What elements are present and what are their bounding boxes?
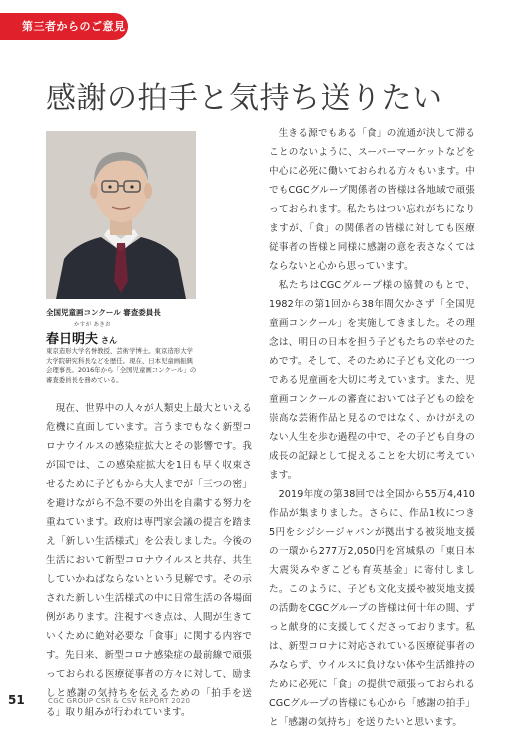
article-paragraph: 現在、世界中の人々が人類史上最大といえる危機に直面しています。言うまでもなく新型コロナウイルスの感染症拡大とその影響です。我が国では、この感染症拡大を1日も早く収束させるために子どもから大人までが「三つの密」を避けながら不急不要の外出を自粛する努力を重ねています。政府は専門家会議の提言を踏まえ「新しい生活様式」を公表しました。今後の生活において新型コロナウイルスと共存、共生していかねばならないという見解です。その示された新しい生活様式の中に日常生活の各場面例があります。注視すべき点は、人間が生きていくために絶対必要な「食事」に関する内容です。先日来、新型コロナ感染症の最前線で頑張っておられる医療従事者の方々に対して、励ましと感謝の気持ちを伝えるための「拍手を送る」取り組みが行われています。	[46, 403, 252, 718]
article-paragraph: 生きる源でもある「食」の流通が決して滞ることのないように、スーパーマーケットなどを中心に必死に働いておられる方々もいます。中でもCGCグループ関係者の皆様は各地域で頑張っておられます。私たちはつい忘れがちになりますが、「食」の関係者の皆様に対しても医療従事者の皆様と同様に感謝の意を表さなくてはならないと心から思っています。	[269, 128, 475, 272]
article-paragraph: 2019年度の第38回では全国から55万4,410作品が集まりました。さらに、作品1枚につき5円をシジシージャパンが拠出する被災地支援の一環から277万2,050円を宮城県の「東日本大震災みやぎこども育英基金」に寄付しました。このように、子ども文化支援や被災地支援の活動をCGCグループの皆様は何十年の間、ずっと献身的に支援してくださっております。私は、新型コロナに対応されている医療従事者のみならず、ウイルスに負けない体や生活維持のために必死に「食」の提供で頑張っておられるCGCグループの皆様にも心から「感謝の拍手」と「感謝の気持ち」を送りたいと思います。	[269, 489, 475, 728]
article-column-left	[46, 399, 252, 722]
article-paragraph: 私たちはCGCグループ様の協賛のもとで、1982年の第1回から38年間欠かさず「全国児童画コンクール」を実施してきました。その理念は、明日の日本を担う子どもたちの幸せのためです。そして、そのために子ども文化の一つである児童画を大切に考えています。また、児童画コンクールの審査においては子どもの絵を崇高な芸術作品と見るのではなく、かけがえのない人生を歩む過程の中で、その子ども自身の成長の記録として捉えることを大切に考えています。	[269, 280, 475, 481]
article-column-right	[269, 124, 475, 732]
profile-name-reading: かすが あきお	[74, 322, 111, 328]
profile-name	[46, 328, 117, 347]
portrait-photo	[46, 131, 196, 299]
report-name: CGC GROUP CSR & CSV REPORT 2020	[48, 697, 191, 705]
section-tag: 第三者からのご意見	[0, 13, 128, 40]
portrait-illustration	[46, 131, 196, 299]
page-number: 51	[8, 693, 25, 707]
page-title: 感謝の拍手と気持ち送りたい	[46, 81, 443, 116]
profile-bio: 東京造形大学名誉教授、芸術学博士。東京造形大学大学院研究科長などを歴任。現在、日本児童画振興会理事長。2016年から「全国児童画コンクール」の審査委員長を務めている。	[46, 347, 197, 384]
profile-name-suffix: さん	[101, 336, 118, 345]
profile-role: 全国児童画コンクール 審査委員長	[46, 308, 161, 317]
profile-name-text: 春日明夫	[46, 332, 99, 347]
